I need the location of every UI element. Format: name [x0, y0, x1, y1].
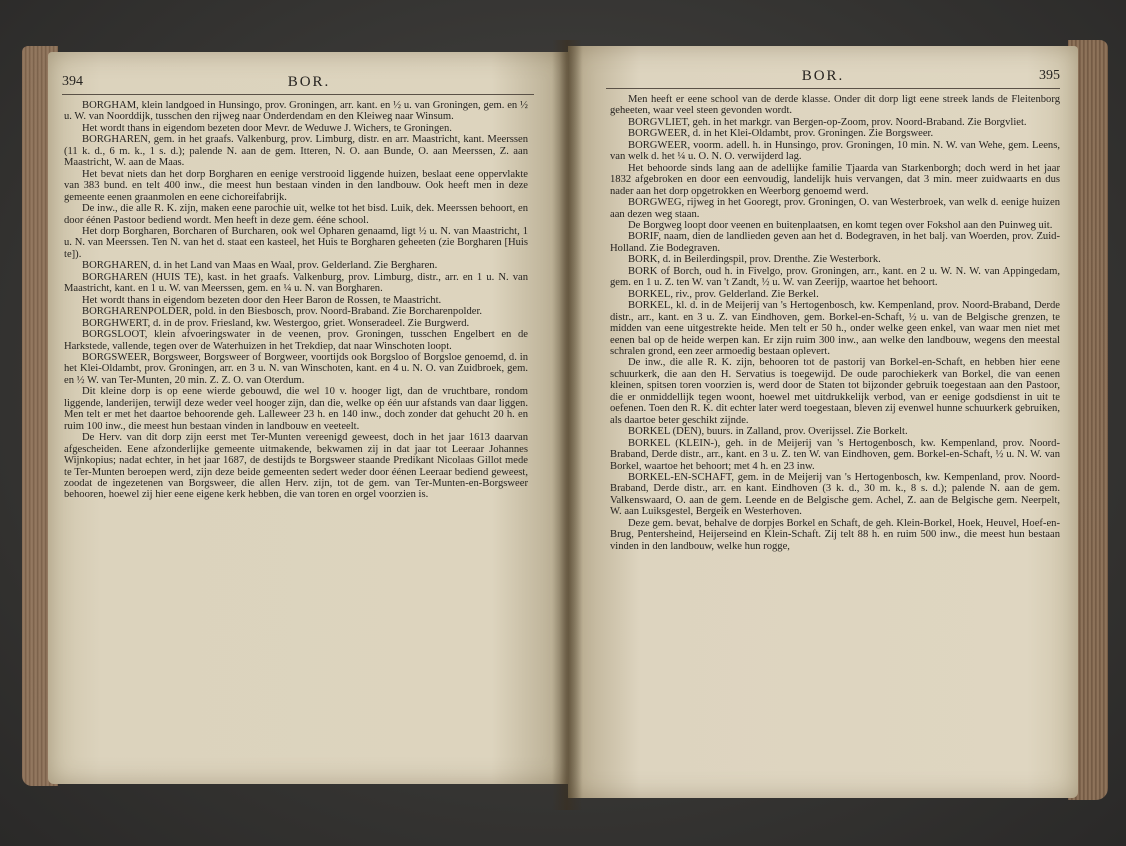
paragraph: BORKEL (KLEIN-), geh. in de Meijerij van 's Hertogenbosch, kw. Kempenland, prov. Noord-Braband, Derde distr., arr., kant. en 3 u. Z. ten W. van Eindhoven, gem. Borkel-en-Schaft, ½ u. N. W. van Borkel, waartoe het behoort; met 4 h. en 23 inw. [610, 437, 1060, 472]
paragraph: BORK, d. in Beilerdingspil, prov. Drenthe. Zie Westerbork. [628, 254, 881, 266]
book-gutter [552, 40, 582, 810]
paragraph: De Herv. van dit dorp zijn eerst met Ter-Munten vereenigd geweest, doch in het jaar 1613 daarvan afgescheiden. Eene afzonderlijke gemeente uitmakende, bekwamen zij in dat jaar tot Leeraar Johannes Wijnkopius; nadat echter, in het jaar 1687, de destijds te Borgsweer staande Predikant Nicolaas Gillot mede te Ter-Munten beroepen werd, zijn deze beide gemeenten sedert weder door éénen Leeraar bediend geweest, zoodat de ingezetenen van Borgsweer, die allen Herv. zijn, tot de gem. van Ter-Munten-en-Borgsweer behooren, hoewel zij hier eene eigene kerk hebben, die van toren en orgel voorzien is. [64, 432, 528, 501]
left-header-rule [62, 94, 534, 95]
paragraph: Deze gem. bevat, behalve de dorpjes Borkel en Schaft, de geh. Klein-Borkel, Hoek, Heuvel, Hoef-en-Brug, Pentersheind, Heijerseind en Klein-Schaft. Zij telt 88 h. en ruim 500 inw., die meest hun bestaan vinden in den landbouw, welke hun rogge, [610, 517, 1060, 552]
paragraph: BORKEL-EN-SCHAFT, gem. in de Meijerij van 's Hertogenbosch, kw. Kempenland, prov. Noord-Braband, Derde distr., arr. en kant. Eindhoven (3 k. d., 30 m. k., 8 s. d.); palende N. aan de gem. Valkenswaard, O. aan de gem. Leende en de Belgische gem. Achel, Z. aan de Belgische gem. Neerpelt, W. aan Luiksgestel, Bergeik en Westerhoven. [610, 471, 1060, 518]
paragraph: BORGHAREN, d. in het Land van Maas en Waal, prov. Gelderland. Zie Bergharen. [82, 260, 438, 272]
paragraph: Men heeft er eene school van de derde klasse. Onder dit dorp ligt eene streek lands de Fleitenborg geheeten, waar veel steen gevonden wordt. [610, 94, 1060, 117]
paragraph: De Borgweg loopt door veenen en buitenplaatsen, en komt tegen over Fokshol aan den Puinweg uit. [628, 219, 1053, 231]
right-header-rule [606, 88, 1060, 89]
paragraph: BORGSLOOT, klein afvoeringswater in de veenen, prov. Groningen, tusschen Engelbert en de Harkstede, vallende, tegen over de Waterhuizen in het Trekdiep, dat naar Winschoten loopt. [64, 329, 528, 352]
paragraph: BORGSWEER, Borgsweer, Borgsweer of Borgweer, voortijds ook Borgsloo of Borgsloe genoemd, d. in het Klei-Oldambt, prov. Groningen, arr. en 3 u. N. van Winschoten, kant. en 4 u. N. O. van Zuidbroek, gem. en ½ W. van Ter-Munten, 20 min. Z. Z. O. van Oterdum. [64, 351, 528, 386]
paragraph: De inw., die alle R. K. zijn, maken eene parochie uit, welke tot het bisd. Luik, dek. Meerssen behoort, en door éénen Pastoor bediend wordt. Men heeft in deze gem. ééne school. [64, 203, 528, 226]
paragraph: BORK of Borch, oud h. in Fivelgo, prov. Groningen, arr., kant. en 2 u. W. N. W. van Appingedam, gem. en 1 u. Z. ten W. van 't Zandt, ½ u. W. van Zeerijp, waartoe het behoort. [610, 265, 1060, 289]
right-page-text [610, 94, 1060, 552]
paragraph: BORGWEER, d. in het Klei-Oldambt, prov. Groningen. Zie Borgsweer. [628, 128, 934, 140]
paragraph: BORGHARENPOLDER, pold. in den Biesbosch, prov. Noord-Braband. Zie Borcharenpolder. [82, 306, 483, 318]
right-running-head: BOR. [801, 68, 845, 84]
paragraph: BORGWEER, voorm. adell. h. in Hunsingo, prov. Groningen, 10 min. N. W. van Wehe, gem. Leens, van welk d. het ¼ u. O. N. O. verwijderd lag. [610, 139, 1060, 163]
paragraph: BORKEL, riv., prov. Gelderland. Zie Berkel. [628, 288, 819, 300]
left-page-number: 394 [62, 74, 83, 89]
paragraph: BORGWEG, rijweg in het Gooregt, prov. Groningen, O. van Westerbroek, van welk d. eenige huizen aan dezen weg staan. [610, 197, 1060, 220]
left-running-head: BOR. [287, 74, 331, 90]
paragraph: BORGHAREN, gem. in het graafs. Valkenburg, prov. Limburg, distr. en arr. Maastricht, kant. Meerssen (11 k. d., 6 m. k., 1 s. d.); palende N. aan de gem. Itteren, N. O. aan Bunde, O. aan Meerssen, Z. aan Maastricht, W. aan de Maas. [64, 134, 528, 169]
right-page-header [568, 68, 1078, 88]
paragraph: De inw., die alle R. K. zijn, behooren tot de pastorij van Borkel-en-Schaft, en hebben hier eene schuurkerk, die aan den H. Servatius is toegewijd. De oude parochiekerk van Borkel, die van eenen kleinen, spitsen toren voorzien is, werd door de Staten tot bijzonder gebruik toegestaan aan den Pastoor, die er onmiddellijk tegen woont, hoewel met uitdrukkelijk verbod, van er eenige godsdienst in uit te oefenen. Toen den R. K. dit echter later werd toegestaan, bleven zij evenwel hunne schuurkerk gebruiken, als daartoe beter geschikt zijnde. [610, 357, 1060, 426]
left-page-header [48, 74, 570, 94]
paragraph: BORGVLIET, geh. in het markgr. van Bergen-op-Zoom, prov. Noord-Braband. Zie Borgvliet. [628, 116, 1027, 128]
paragraph: Het wordt thans in eigendom bezeten door Mevr. de Weduwe J. Wichers, te Groningen. [82, 122, 452, 134]
paragraph: Dit kleine dorp is op eene wierde gebouwd, die wel 10 v. hooger ligt, dan de vruchtbare, rondom liggende, landerijen, terwijl deze weder veel hooger zijn, dan die, welke op één uur afstands van daar liggen. Men telt er met het daartoe behoorende geh. Lalleweer 23 h. en 140 inw., doch zonder dat gehucht 20 h. en ruim 100 inw., die meest hun bestaan vinden in landbouw en veeteelt. [64, 386, 528, 432]
paragraph: Het wordt thans in eigendom bezeten door den Heer Baron de Rossen, te Maastricht. [82, 294, 442, 306]
right-page-number: 395 [1039, 68, 1060, 83]
paragraph: BORIF, naam, dien de landlieden geven aan het d. Bodegraven, in het balj. van Woerden, prov. Zuid-Holland. Zie Bodegraven. [610, 231, 1060, 254]
paragraph: Het bevat niets dan het dorp Borgharen en eenige verstrooid liggende huizen, beslaat eene oppervlakte van 383 bund. en telt 400 inw., die meest hun bestaan vinden in den landbouw. Ook heeft men in deze gemeente eenen graanmolen en eene cichoreifabrijk. [64, 168, 528, 203]
left-page-text [64, 100, 528, 501]
paragraph: Het behoorde sinds lang aan de adellijke familie Tjaarda van Starkenborgh; doch werd in het jaar 1832 afgebroken en door een eenvoudig, landelijk huis vervangen, dat 3 min. meer zuidwaarts en dus nader aan het dorp opgetrokken en Weerborg genoemd werd. [610, 162, 1060, 197]
paragraph: BORGHWERT, d. in de prov. Friesland, kw. Westergoo, griet. Wonseradeel. Zie Burgwerd. [82, 317, 470, 329]
left-page [48, 52, 570, 784]
paragraph: BORGHAREN (HUIS TE), kast. in het graafs. Valkenburg, prov. Limburg, distr., arr. en 1 u. N. van Maastricht, kant. en 1 u. W. van Meerssen, gem. en ¼ u. N. van Borgharen. [64, 271, 528, 295]
paragraph: BORKEL, kl. d. in de Meijerij van 's Hertogenbosch, kw. Kempenland, prov. Noord-Braband, Derde distr., arr., kant. en 3 u. Z. van Eindhoven, gem. Borkel-en-Schaft, ½ u. van de Belgische grenzen, te midden van eene uitgestrekte heide. Men telt er 50 h., onder welke geen enkel, van waar men niet met eenen bal op de heide werpen kan. Er zijn ruim 300 inw., aan welke den landbouw, wegens den meestal schralen grond, een zeer armoedig bestaan oplevert. [610, 300, 1060, 357]
paragraph: BORKEL (DEN), buurs. in Zalland, prov. Overijssel. Zie Borkelt. [628, 426, 908, 438]
paragraph: BORGHAM, klein landgoed in Hunsingo, prov. Groningen, arr. kant. en ½ u. van Groningen, gem. en ½ u. W. van Noorddijk, tusschen den rijweg naar Onderdendam en den Kleiweg naar Winsum. [64, 100, 528, 123]
right-page [568, 46, 1078, 798]
paragraph: Het dorp Borgharen, Borcharen of Burcharen, ook wel Opharen genaamd, ligt ½ u. N. van Maastricht, 1 u. N. van Meerssen. Ten N. van het d. staat een kasteel, het Huis te Borgharen geheeten (zie Borgharen [Huis te]). [64, 225, 528, 260]
